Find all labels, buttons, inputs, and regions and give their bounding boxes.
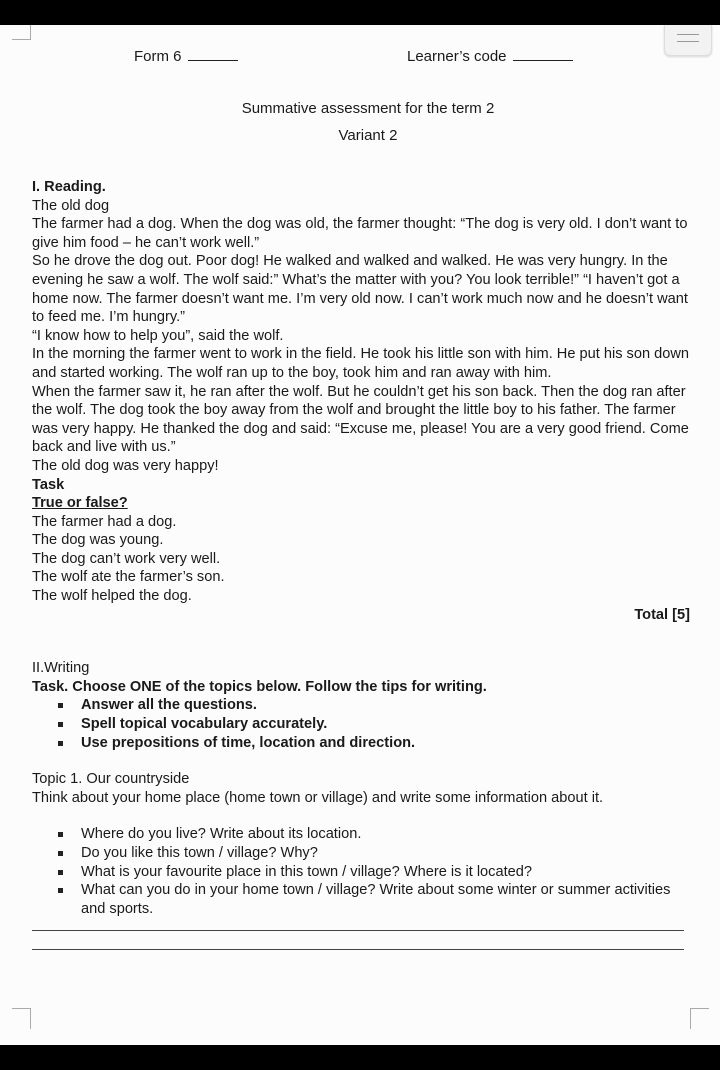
story-title: The old dog	[32, 197, 110, 214]
top-black-bar	[0, 0, 720, 25]
reading-heading: I. Reading.	[32, 179, 106, 195]
learner-code-label: Learner’s code	[407, 48, 507, 65]
topic-questions-list	[32, 825, 697, 918]
tip-item: Use prepositions of time, location and direction.	[81, 734, 697, 753]
question-item: Where do you live? Write about its location.	[81, 825, 697, 844]
task-label: Task	[32, 476, 65, 493]
story-paragraph: The farmer had a dog. When the dog was old, the farmer thought: “The dog is very old. I don’t want to give him food – he can’t work well.”	[32, 216, 688, 251]
answer-line[interactable]	[32, 930, 684, 931]
question-item: What is your favourite place in this town / village? Where is it located?	[81, 863, 697, 882]
document-content	[32, 178, 697, 950]
bottom-black-bar	[0, 1045, 720, 1070]
topic-intro: Think about your home place (home town or village) and write some information about it.	[32, 789, 604, 806]
tip-item: Spell topical vocabulary accurately.	[81, 715, 697, 734]
variant-title: Variant 2	[338, 127, 398, 144]
writing-heading: II.Writing	[32, 660, 90, 677]
story-paragraph: So he drove the dog out. Poor dog! He walked and walked and walked. He was very hungry. In the evening he saw a wolf. The wolf said:” What’s the matter with you? You look terrible!” “I haven’t got a home now. The farmer doesn’t want me. I’m very old now. I can’t work much now and he doesn’t want to feed me. I’m hungry.”	[32, 253, 688, 326]
form-field	[134, 48, 238, 65]
topic-label: Topic 1.	[32, 771, 83, 788]
crop-mark-bottom-right	[690, 1008, 709, 1029]
reading-total: Total [5]	[634, 606, 690, 623]
statement-item: The dog can’t work very well.	[32, 550, 221, 567]
form-label: Form 6	[134, 48, 182, 65]
answer-line[interactable]	[32, 949, 684, 950]
writing-task: Task. Choose ONE of the topics below. Follow the tips for writing.	[32, 678, 487, 695]
topic-name: Our countryside	[82, 771, 190, 788]
story-paragraph: In the morning the farmer went to work in the field. He took his little son with him. He put his son down and started working. The wolf ran up to the boy, took him and ran away with him.	[32, 346, 690, 381]
story-paragraph: When the farmer saw it, he ran after the wolf. But he couldn’t get his son back. Then the dog ran after the wolf. The dog took the boy away from the wolf and brought the little boy to his father. The farmer was very happy. He thanked the dog and said: “Excuse me, please! You are a very good friend. Come back and live with us.”	[32, 383, 689, 456]
story-paragraph: “I know how to help you”, said the wolf.	[32, 327, 284, 344]
form-blank	[188, 59, 238, 61]
crop-mark-top-left	[12, 25, 31, 40]
question-item: What can you do in your home town / village? Write about some winter or summer activities and sports.	[81, 881, 697, 918]
learner-code-field	[407, 48, 573, 65]
menu-icon[interactable]	[664, 25, 712, 56]
story-paragraph: The old dog was very happy!	[32, 457, 219, 474]
statement-item: The dog was young.	[32, 532, 164, 549]
tip-item: Answer all the questions.	[81, 696, 697, 715]
statement-item: The wolf helped the dog.	[32, 588, 192, 605]
question-item: Do you like this town / village? Why?	[81, 844, 697, 863]
topic-heading	[32, 770, 697, 789]
page-title: Summative assessment for the term 2	[241, 100, 495, 117]
statement-item: The farmer had a dog.	[32, 513, 177, 530]
statement-item: The wolf ate the farmer’s son.	[32, 569, 225, 586]
crop-mark-bottom-left	[12, 1008, 31, 1029]
writing-tips-list	[32, 696, 697, 752]
document-page	[0, 25, 720, 1045]
true-false-label: True or false?	[32, 495, 128, 512]
learner-code-blank	[513, 59, 573, 61]
